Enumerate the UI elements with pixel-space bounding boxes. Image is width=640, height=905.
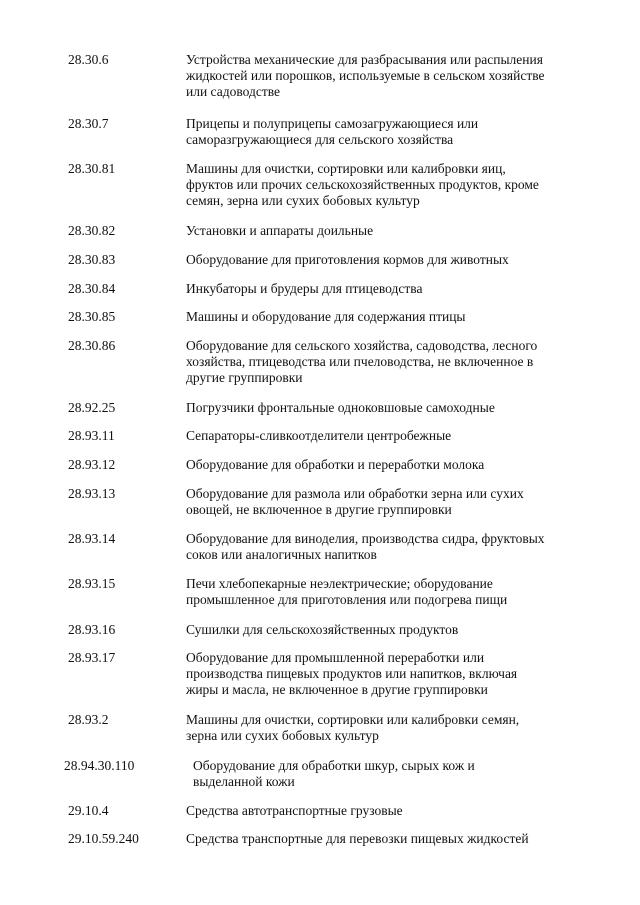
description-line: выделанной кожи: [193, 774, 295, 789]
description-line: Машины для очистки, сортировки или калибровки семян,: [186, 712, 520, 727]
description-line: Оборудование для сельского хозяйства, садоводства, лесного: [186, 338, 538, 353]
row-code: 28.93.17: [68, 650, 116, 665]
row-description: [186, 622, 596, 638]
row-description: [186, 428, 596, 444]
row-code: 28.30.86: [68, 338, 116, 353]
row-description: [186, 576, 596, 608]
row-code: 29.10.59.240: [68, 831, 139, 846]
row-code: 29.10.4: [68, 803, 109, 818]
row-description: [186, 281, 596, 297]
description-line: Средства транспортные для перевозки пищевых жидкостей: [186, 831, 529, 846]
row-code: 28.30.84: [68, 281, 116, 296]
description-line: Прицепы и полуприцепы самозагружающиеся или: [186, 116, 479, 131]
row-description: [186, 161, 596, 209]
row-code: 28.93.14: [68, 531, 116, 546]
description-line: Машины для очистки, сортировки или калибровки яиц,: [186, 161, 506, 176]
row-code: 28.93.2: [68, 712, 109, 727]
row-code: 28.94.30.110: [64, 758, 135, 773]
description-line: соков или аналогичных напитков: [186, 547, 377, 562]
description-line: Оборудование для приготовления кормов для животных: [186, 252, 509, 267]
description-line: зерна или сухих бобовых культур: [186, 728, 379, 743]
description-line: овощей, не включенное в другие группировки: [186, 502, 452, 517]
description-line: Погрузчики фронтальные одноковшовые самоходные: [186, 400, 495, 415]
description-line: хозяйства, птицеводства или пчеловодства, не включенное в: [186, 354, 534, 369]
row-code: 28.93.11: [68, 428, 115, 443]
row-description: [186, 252, 596, 268]
row-code: 28.93.15: [68, 576, 116, 591]
description-line: Устройства механические для разбрасывания или распыления: [186, 52, 543, 67]
row-code: 28.93.13: [68, 486, 116, 501]
description-line: жиры и масла, не включенное в другие группировки: [186, 682, 488, 697]
description-line: промышленное для приготовления или подогрева пищи: [186, 592, 508, 607]
row-description: [186, 831, 596, 847]
row-code: 28.30.7: [68, 116, 109, 131]
row-description: [186, 400, 596, 416]
description-line: Оборудование для обработки шкур, сырых кож и: [193, 758, 475, 773]
row-description: [186, 338, 596, 386]
row-description: [186, 223, 596, 239]
row-description: [186, 52, 596, 100]
row-description: [186, 116, 596, 148]
description-line: жидкостей или порошков, используемые в сельском хозяйстве: [186, 68, 545, 83]
description-line: Машины и оборудование для содержания птицы: [186, 309, 466, 324]
description-line: Сушилки для сельскохозяйственных продуктов: [186, 622, 459, 637]
description-line: Печи хлебопекарные неэлектрические; оборудование: [186, 576, 493, 591]
description-line: Сепараторы-сливкоотделители центробежные: [186, 428, 452, 443]
description-line: Установки и аппараты доильные: [186, 223, 374, 238]
row-description: [193, 758, 603, 790]
description-line: Оборудование для размола или обработки зерна или сухих: [186, 486, 524, 501]
row-code: 28.30.81: [68, 161, 116, 176]
row-description: [186, 309, 596, 325]
row-code: 28.30.85: [68, 309, 116, 324]
description-line: другие группировки: [186, 370, 303, 385]
description-line: фруктов или прочих сельскохозяйственных продуктов, кроме: [186, 177, 539, 192]
description-line: Средства автотранспортные грузовые: [186, 803, 403, 818]
row-description: [186, 650, 596, 698]
row-code: 28.30.83: [68, 252, 116, 267]
row-code: 28.30.82: [68, 223, 116, 238]
description-line: или садоводстве: [186, 84, 281, 99]
row-code: 28.93.12: [68, 457, 116, 472]
row-code: 28.92.25: [68, 400, 116, 415]
row-description: [186, 531, 596, 563]
row-code: 28.93.16: [68, 622, 116, 637]
row-code: 28.30.6: [68, 52, 109, 67]
row-description: [186, 803, 596, 819]
description-line: Оборудование для обработки и переработки молока: [186, 457, 485, 472]
description-line: Оборудование для промышленной переработки или: [186, 650, 485, 665]
row-description: [186, 486, 596, 518]
description-line: саморазгружающиеся для сельского хозяйства: [186, 132, 454, 147]
row-description: [186, 712, 596, 744]
description-line: производства пищевых продуктов или напитков, включая: [186, 666, 518, 681]
row-description: [186, 457, 596, 473]
description-line: Оборудование для виноделия, производства сидра, фруктовых: [186, 531, 545, 546]
description-line: семян, зерна или сухих бобовых культур: [186, 193, 420, 208]
description-line: Инкубаторы и брудеры для птицеводства: [186, 281, 423, 296]
